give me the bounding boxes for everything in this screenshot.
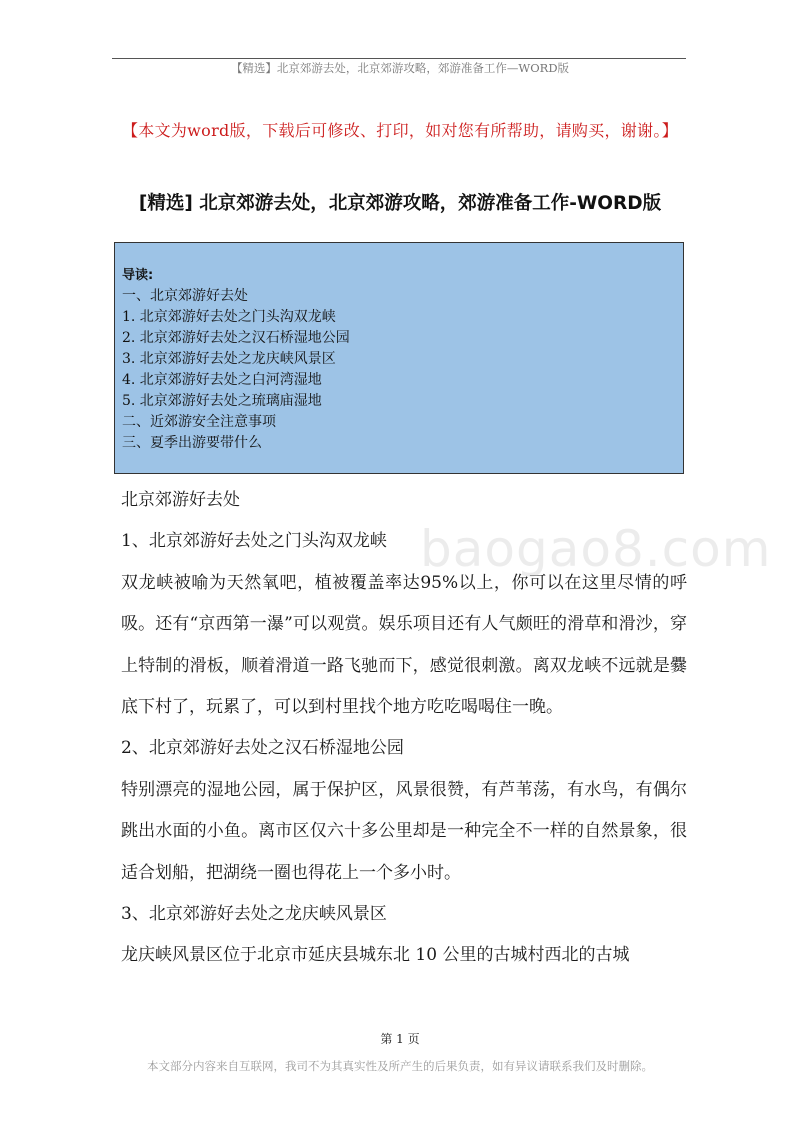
guide-item: 4. 北京郊游好去处之白河湾湿地 — [122, 372, 322, 388]
word-version-notice: 【本文为word版，下载后可修改、打印，如对您有所帮助，请购买，谢谢。】 — [121, 121, 679, 140]
paragraph: 双龙峡被喻为天然氧吧，植被覆盖率达95%以上，你可以在这里尽情的呼吸。还有“京西第一瀑”可以观赏。娱乐项目还有人气颇旺的滑草和滑沙，穿上特制的滑板，顺着滑道一路飞驰而下，感觉很刺激。离双龙峡不远就是爨底下村了，玩累了，可以到村里找个地方吃吃喝喝住一晚。 — [121, 572, 687, 718]
guide-item: 5. 北京郊游好去处之琉璃庙湿地 — [122, 393, 322, 409]
guide-item: 三、夏季出游要带什么 — [122, 435, 262, 451]
body-content — [121, 480, 687, 977]
page-number: 第 1 页 — [380, 1032, 420, 1046]
subsection-heading: 2、北京郊游好去处之汉石桥湿地公园 — [121, 738, 404, 759]
header-divider — [112, 58, 686, 59]
document-title: [精选] 北京郊游去处，北京郊游攻略，郊游准备工作-WORD版 — [138, 193, 662, 214]
paragraph: 龙庆峡风景区位于北京市延庆县城东北 10 公里的古城村西北的古城 — [121, 945, 630, 966]
paragraph: 特别漂亮的湿地公园，属于保护区，风景很赞，有芦苇荡，有水鸟，有偶尔跳出水面的小鱼。离市区仅六十多公里却是一种完全不一样的自然景象，很适合划船，把湖绕一圈也得花上一个多小时。 — [121, 779, 687, 883]
guide-item: 一、北京郊游好去处 — [122, 288, 248, 304]
guide-heading: 导读: — [122, 268, 154, 283]
guide-item: 1. 北京郊游好去处之门头沟双龙峡 — [122, 309, 336, 325]
section-heading: 北京郊游好去处 — [121, 490, 240, 510]
watermark: baogao8.com — [420, 520, 772, 578]
subsection-heading: 3、北京郊游好去处之龙庆峡风景区 — [121, 904, 387, 925]
running-header: 【精选】北京郊游去处，北京郊游攻略，郊游准备工作—WORD版 — [230, 61, 570, 75]
guide-box — [114, 242, 684, 474]
footer-disclaimer: 本文部分内容来自互联网，我司不为其真实性及所产生的后果负责，如有异议请联系我们及时删除。 — [147, 1059, 653, 1073]
guide-item: 3. 北京郊游好去处之龙庆峡风景区 — [122, 351, 336, 367]
guide-item: 2. 北京郊游好去处之汉石桥湿地公园 — [122, 330, 350, 346]
subsection-heading: 1、北京郊游好去处之门头沟双龙峡 — [121, 531, 387, 552]
guide-item: 二、近郊游安全注意事项 — [122, 414, 276, 430]
